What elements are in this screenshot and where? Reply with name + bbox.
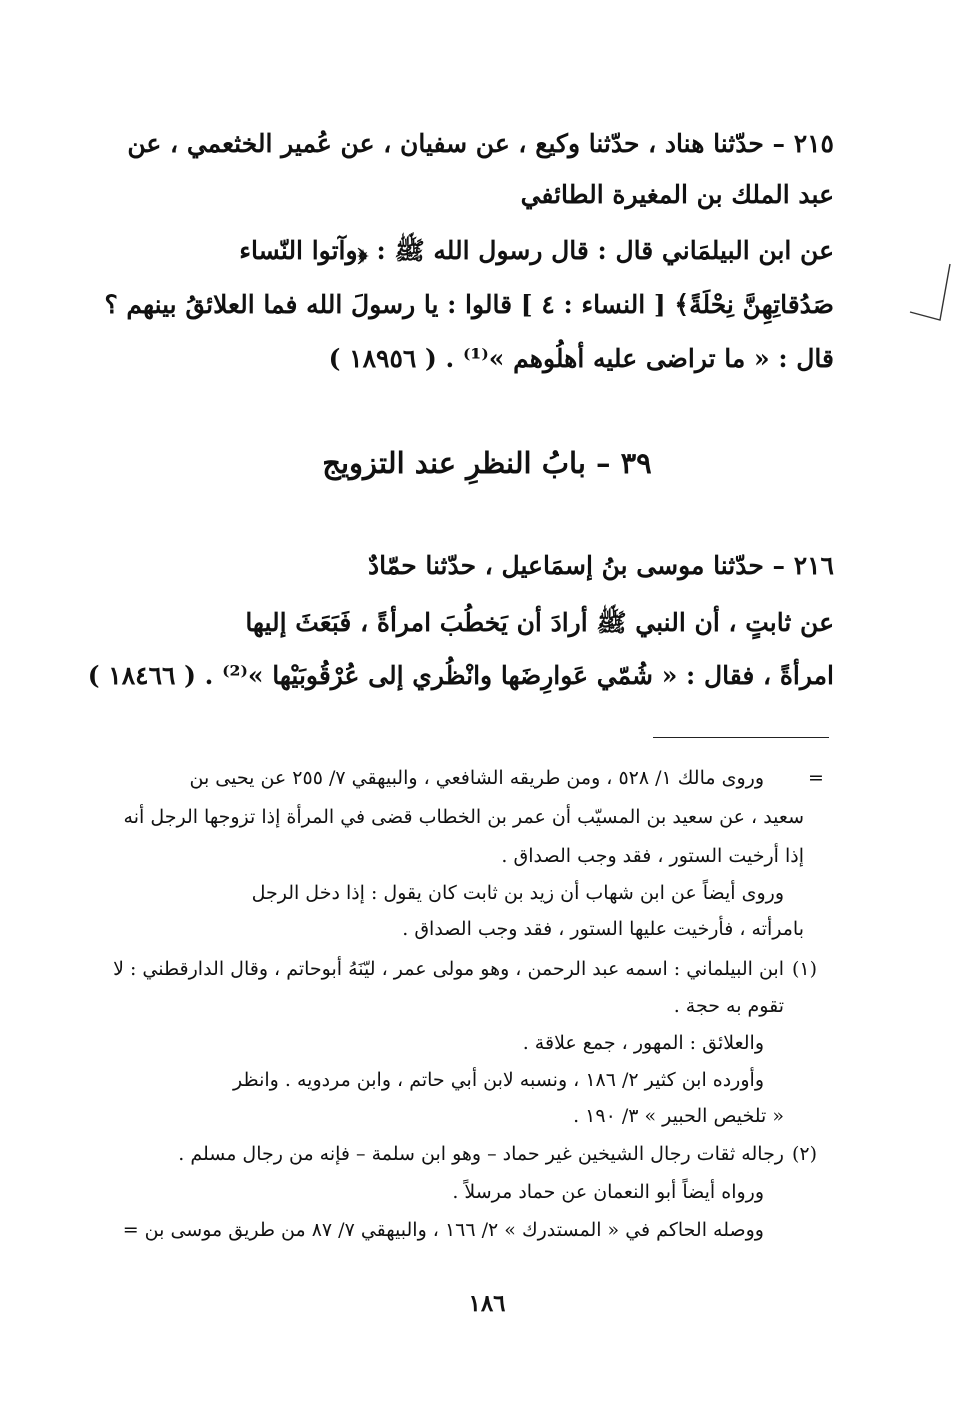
hadith-216-line-3: امرأةً ، فقال : « شُمّي عَوارِضَها وانْظُري إلى عُرْقُوبَيْها »⁽²⁾ . ( ١٨٤٦٦ ) xyxy=(87,661,834,690)
footnote-cont-line-2: سعيد ، عن سعيد بن المسيّب أن عمر بن الخطاب قضى في المرأة إذا تزوجها الرجل أنه xyxy=(123,806,804,828)
footnote-cont-line-3: إذا أرخيت الستور ، فقد وجب الصداق . xyxy=(501,845,804,867)
footnote-continuation-marker: = xyxy=(808,767,824,789)
hadith-215-line-1: ٢١٥ – حدّثنا هناد ، حدّثنا وكيع ، عن سفيان ، عن عُمير الخثعمي ، عن xyxy=(127,129,834,158)
footnote-1-line-4: وأورده ابن كثير ٢/ ١٨٦ ، ونسبه لابن أبي حاتم ، وابن مردويه . وانظر xyxy=(233,1069,764,1091)
footnote-cont-line-5: بامرأته ، فأرخيت عليها الستور ، فقد وجب الصداق . xyxy=(402,918,804,940)
hadith-215-line-2: عبد الملك بن المغيرة الطائفي xyxy=(520,180,834,209)
footnote-cont-line-1: وروى مالك ١/ ٥٢٨ ، ومن طريقه الشافعي ، والبيهقي ٧/ ٢٥٥ عن يحيى بن xyxy=(189,767,764,789)
footnote-2-line-3: ووصله الحاكم في « المستدرك » ٢/ ١٦٦ ، والبيهقي ٧/ ٨٧ من طريق موسى بن = xyxy=(122,1219,764,1241)
footnote-1-line-5: « تلخيص الحبير » ٣/ ١٩٠ . xyxy=(573,1105,784,1127)
footnote-1-line-1: ابن البيلماني : اسمه عبد الرحمن ، وهو مولى عمر ، ليّنَهُ أبوحاتم ، وقال الدارقطني : لا xyxy=(113,958,784,980)
footnote-2-line-2: ورواه أيضاً أبو النعمان عن حماد مرسلاً . xyxy=(452,1181,764,1203)
footnote-cont-line-4: وروى أيضاً عن ابن شهاب أن زيد بن ثابت كان يقول : إذا دخل الرجل xyxy=(251,882,784,904)
footnote-separator xyxy=(653,737,829,738)
footnote-2-line-1: رجاله ثقات رجال الشيخين غير حماد – وهو ابن سلمة – فإنه من رجال مسلم . xyxy=(178,1143,784,1165)
footnote-2-marker: (٢) xyxy=(792,1143,818,1165)
margin-check-mark xyxy=(906,262,956,324)
page-number: ١٨٦ xyxy=(468,1290,506,1317)
footnote-1-line-3: والعلائق : المهور ، جمع علاقة . xyxy=(522,1032,764,1054)
footnote-1-line-2: تقوم به حجة . xyxy=(673,995,784,1017)
hadith-216-line-2: عن ثابتٍ ، أن النبي ﷺ أرادَ أن يَخطُبَ امرأةً ، فَبَعَثَ إليها xyxy=(245,608,834,637)
chapter-title: ٣٩ – بابُ النظرِ عند التزويج xyxy=(322,446,652,480)
hadith-215-line-5: قال : « ما تراضى عليه أهلُوهم »⁽¹⁾ . ( ١٨٩٥٦ ) xyxy=(328,344,834,373)
footnote-1-marker: (١) xyxy=(792,958,818,980)
hadith-216-line-1: ٢١٦ – حدّثنا موسى بنُ إسمَاعيل ، حدّثنا حمّادٌ xyxy=(368,551,834,580)
hadith-215-line-3: عن ابن البيلمَاني قال : قال رسول الله ﷺ : ﴿وآتوا النّساء xyxy=(239,236,834,265)
hadith-215-line-4: صَدُقاتِهِنَّ نِحْلَةً﴾ [ النساء : ٤ ] قالوا : يا رسولَ الله فما العلائقُ بينهم ؟ xyxy=(104,290,834,319)
